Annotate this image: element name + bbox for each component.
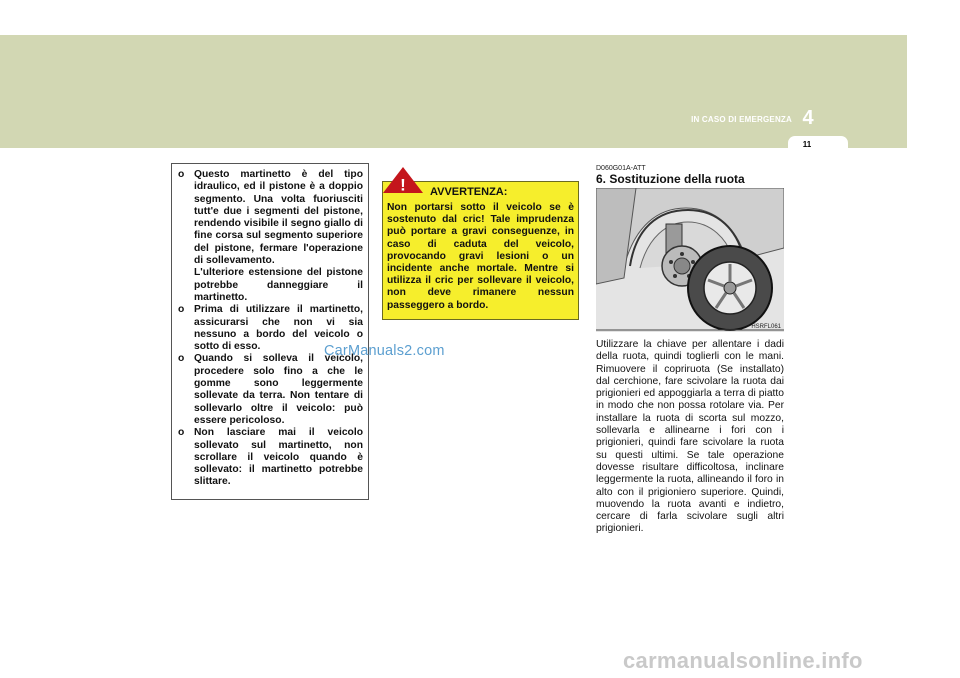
list-item-text: Quando si solleva il veicolo, procedere solo fino a che le gomme sono leggermente sollevate da terra. Non tentare di sollevarlo oltre il veicolo: può essere pericoloso. (194, 353, 363, 426)
warning-heading: AVVERTENZA: (430, 186, 508, 198)
page-number: 11 (802, 140, 812, 149)
list-item-extra: L'ulteriore estensione del pistone potrebbe danneggiare il martinetto. (194, 267, 363, 303)
section-heading: 6. Sostituzione della ruota (596, 172, 745, 186)
watermark-carmanuals: CarManuals2.com (324, 343, 445, 359)
list-item (178, 353, 363, 427)
list-item-text: Non lasciare mai il veicolo sollevato sul martinetto, non scrollare il veicolo quando è sollevato: il martinetto potrebbe slittare. (194, 427, 363, 488)
watermark-carmanualsonline: carmanualsonline.info (623, 648, 863, 673)
chapter-number: 4 (802, 107, 814, 129)
bullet-mark: o (178, 169, 185, 180)
header-band (0, 35, 907, 148)
warning-triangle-icon (382, 166, 424, 194)
tire-change-illustration (596, 188, 784, 332)
warning-box (382, 181, 579, 320)
list-item-text: Questo martinetto è del tipo idraulico, ed il pistone è a doppio segmento. Una volta fuoriusciti tutt'e due i segmenti del pistone, rendendo visibile il segno giallo di fine corsa sul segmento superiore del pistone, fermare l'operazione di sollevamento. (194, 169, 363, 267)
bullet-mark: o (178, 353, 185, 365)
section-title: IN CASO DI EMERGENZA (691, 115, 792, 124)
list-item (178, 169, 363, 304)
figure-code: HSRFL061 (751, 324, 781, 330)
tire-illustration-icon (596, 188, 784, 332)
warning-icon-glyph: ! (400, 175, 406, 194)
section-code: D060G01A-ATT (596, 165, 646, 172)
list-item (178, 427, 363, 488)
warning-text: Non portarsi sotto il veicolo se è sostenuto dal cric! Tale imprudenza può portare a gravi conseguenze, in caso di caduta del veicolo, provocando gravi lesioni o un incidente anche mortale. Mentre si utilizza il cric per sollevare il veicolo, non deve rimanere nessun passeggero a bordo. (387, 202, 574, 311)
bullet-mark: o (178, 304, 185, 316)
bullet-mark: o (178, 427, 185, 439)
body-paragraph: Utilizzare la chiave per allentare i dadi della ruota, quindi toglierli con le mani. Rimuovere il copriruota (Se installato) dal cerchione, fare scivolare la ruota dai prigionieri ed appoggiarla a terra di piatto in modo che non possa rotolare via. Per installare la ruota di scorta sul mozzo, sollevarla e allinearne i fori con i prigionieri, quindi fare scivolare la ruota su questi ultimi. Se tale operazione dovesse risultare difficoltosa, inclinare leggermente la ruota, allineando il foro in alto con il prigioniero superiore. Quindi, muovendo la ruota avanti e indietro, cercare di farla scivolare sugli altri prigionieri. (596, 339, 784, 535)
jack-notes-box (171, 163, 369, 500)
list-item-text: Prima di utilizzare il martinetto, assicurarsi che non vi sia nessuno a bordo del veicolo o sotto di esso. (194, 304, 363, 353)
